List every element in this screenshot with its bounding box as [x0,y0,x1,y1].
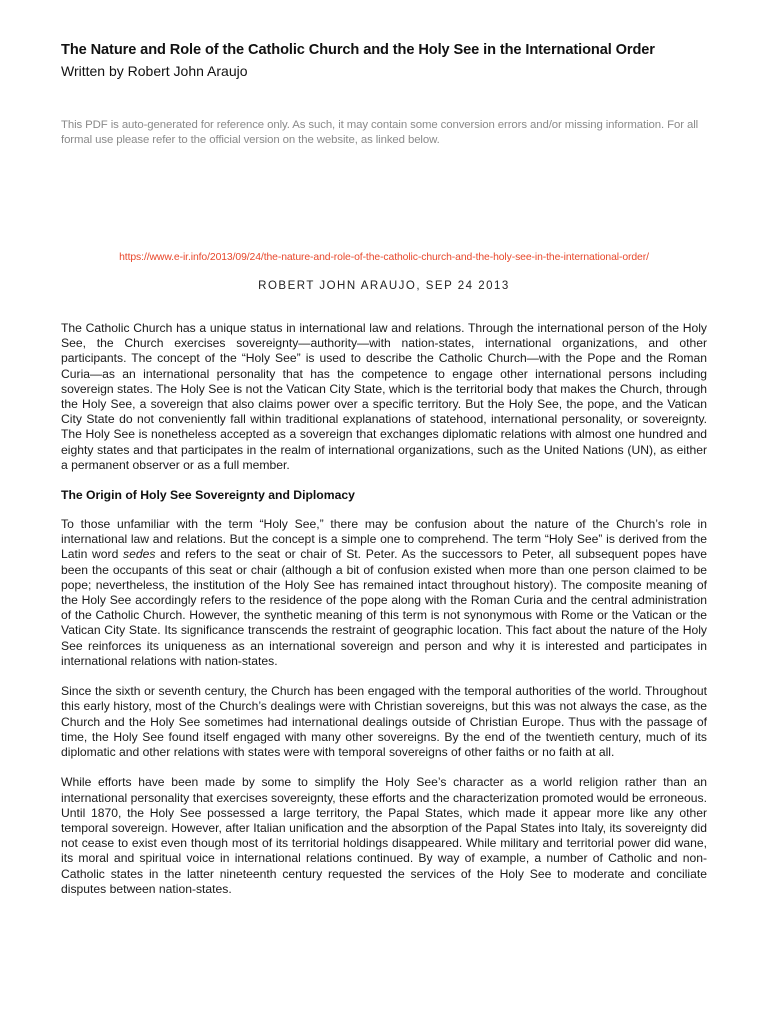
document-title: The Nature and Role of the Catholic Church and the Holy See in the International Order [61,42,655,58]
section-paragraph-2: Since the sixth or seventh century, the Church has been engaged with the temporal authorities of the world. Throughout this early history, most of the Church’s dealings were with Christian sovereigns, but this was not always the case, as the Church and the Holy See sometimes had international dealings outside of Christian Europe. Thus with the passage of time, the Holy See found itself engaged with many other sovereigns. By the end of the twentieth century, much of its diplomatic and other relations with states were with temporal sovereigns of other faiths or no faith at all. [61,684,707,760]
section-paragraph-1-part-a: To those unfamiliar with the term “Holy See,” there may be confusion about the nature of the Church’s role in international law and relations. But the concept is a simple one to comprehend. The term “Holy See” is derived from the Latin word [61,517,707,562]
section-paragraph-3: While efforts have been made by some to simplify the Holy See’s character as a world religion rather than an international personality that exercises sovereignty, these efforts and the characterization promoted would be erroneous. Until 1870, the Holy See possessed a large territory, the Papal States, which made it appear more like any other temporal sovereign. However, after Italian unification and the absorption of the Papal States into Italy, its sovereignty did not cease to exist even though most of its territorial holdings disappeared. While military and territorial power did wane, its moral and spiritual voice in international relations continued. By way of example, a number of Catholic and non-Catholic states in the latter nineteenth century requested the services of the Holy See to moderate and conciliate disputes between nation-states. [61,775,707,896]
byline: ROBERT JOHN ARAUJO, SEP 24 2013 [258,280,510,292]
section-paragraph-1-part-b: and refers to the seat or chair of St. Peter. As the successors to Peter, all subsequent popes have been the occupants of this seat or chair (although a bit of confusion existed when more than one person claimed to be pope; nevertheless, the institution of the Holy See has remained intact throughout history). The composite meaning of the Holy See accordingly refers to the residence of the pope along with the Roman Curia and the central administration of the Catholic Church. However, the synthetic meaning of this term is not synonymous with Rome or the Vatican or the Vatican City State. Its significance transcends the restraint of geographic location. This fact about the nature of the Holy See reinforces its uniqueness as an international sovereign and person and why it is interested and participates in international relations with nation-states. [61,547,707,668]
section-paragraph-1 [61,517,707,669]
latin-term-sedes: sedes [123,547,156,562]
document-page [61,40,707,897]
author-line: Written by Robert John Araujo [61,63,248,79]
source-url-link[interactable]: https://www.e-ir.info/2013/09/24/the-nature-and-role-of-the-catholic-church-and-the-holy-see-in-the-international-order/ [119,252,649,263]
intro-paragraph: The Catholic Church has a unique status in international law and relations. Through the international person of the Holy See, the Church exercises sovereignty—authority—with nation-states, international organizations, and other participants. The concept of the “Holy See” is used to describe the Catholic Church—with the Pope and the Roman Curia—as an international personality that has the competence to engage other international persons including sovereign states. The Holy See is not the Vatican City State, which is the territorial body that makes the Church, through the Holy See, a sovereign that also claims power over a specific territory. But the Holy See, the pope, and the Vatican City State do not conveniently fall within traditional explanations of statehood, international personality, or sovereignty. The Holy See is nonetheless accepted as a sovereign that exchanges diplomatic relations with almost one hundred and eighty states and that participates in the realm of international organizations, such as the United Nations (UN), as either a permanent observer or as a full member. [61,321,707,472]
pdf-disclaimer: This PDF is auto-generated for reference only. As such, it may contain some conversion errors and/or missing information. For all formal use please refer to the official version on the website, as linked below. [61,119,699,146]
section-heading: The Origin of Holy See Sovereignty and Diplomacy [61,488,355,503]
